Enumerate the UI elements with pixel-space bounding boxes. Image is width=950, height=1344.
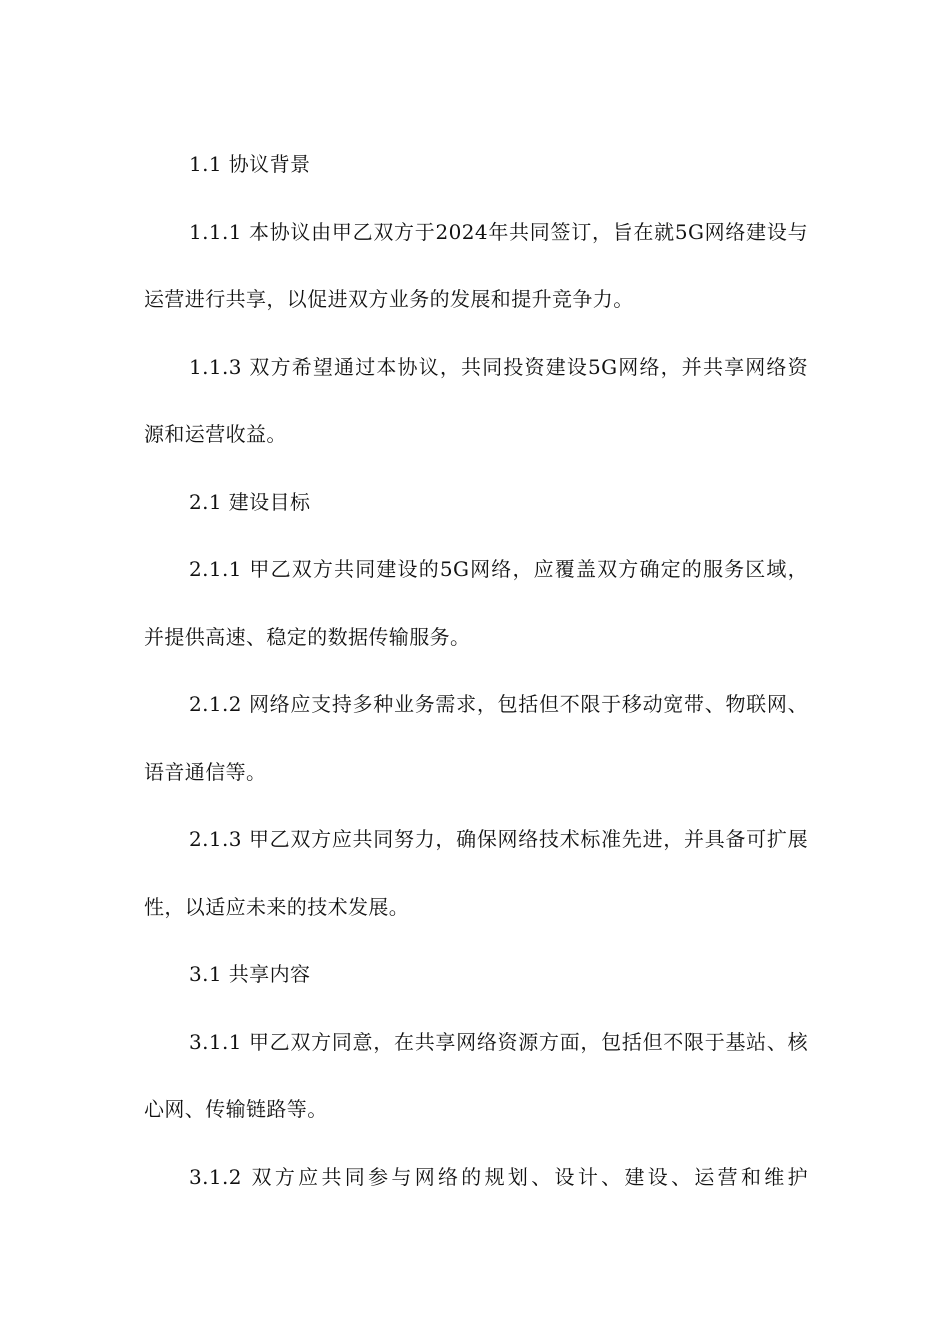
section-heading-3-1: 3.1 共享内容 [189,962,311,986]
section-heading-1-1: 1.1 协议背景 [189,152,311,176]
clause-2-1-3: 2.1.3 甲乙双方应共同努力，确保网络技术标准先进，并具备可扩展性，以适应未来的技术发展。 [144,827,808,919]
section-heading-2-1: 2.1 建设目标 [189,489,311,514]
clause-1-1-1: 1.1.1 本协议由甲乙双方于2024年共同签订，旨在就5G网络建设与运营进行共享，以促进双方业务的发展和提升竞争力。 [144,219,808,311]
clause-1-1-3: 1.1.3 双方希望通过本协议，共同投资建设5G网络，并共享网络资源和运营收益。 [144,354,808,446]
clause-2-1-2: 2.1.2 网络应支持多种业务需求，包括但不限于移动宽带、物联网、语音通信等。 [144,692,808,784]
clause-3-1-1: 3.1.1 甲乙双方同意，在共享网络资源方面，包括但不限于基站、核心网、传输链路等。 [144,1029,808,1121]
clause-3-1-2: 3.1.2 双方应共同参与网络的规划、设计、建设、运营和维护 [189,1164,808,1189]
clause-2-1-1: 2.1.1 甲乙双方共同建设的5G网络，应覆盖双方确定的服务区域，并提供高速、稳定的数据传输服务。 [144,557,808,649]
document-body [144,131,808,1211]
